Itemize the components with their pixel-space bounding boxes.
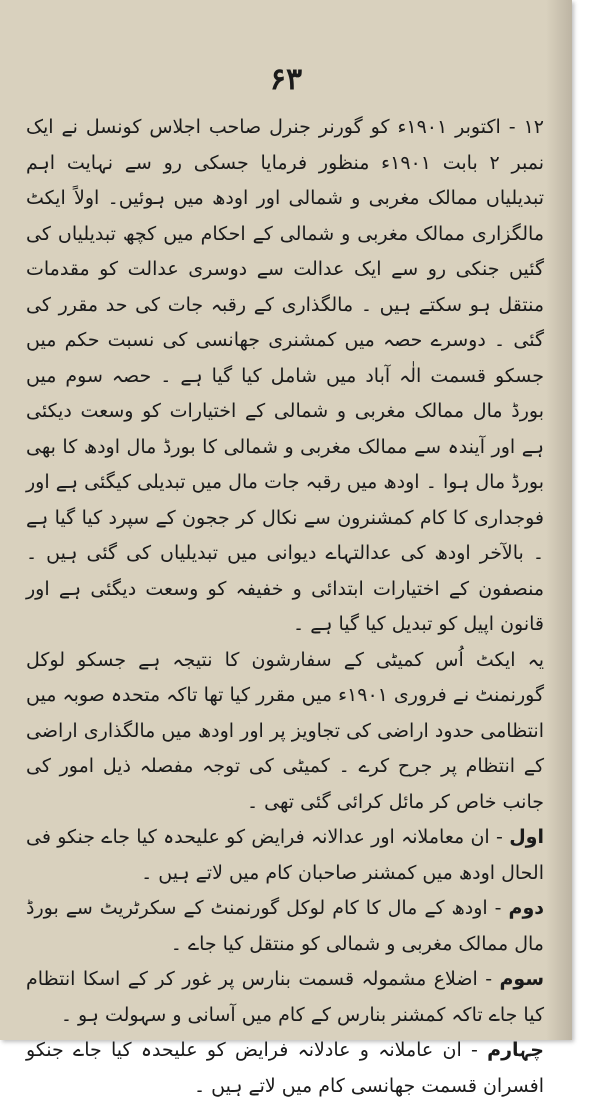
list-item: سوم - اضلاع مشمولہ قسمت بنارس پر غور کر کے اسکا انتظام کیا جاے تاکہ کمشنر بنارس کے کام میں آسانی و سہولت ہو ۔ — [26, 968, 545, 1026]
paragraph-act-summary: ۱۲ - اکتوبر ۱۹۰۱ء کو گورنر جنرل صاحب اجلاس کونسل نے ایک نمبر ۲ بابت ۱۹۰۱ء منظور فرمایا جسکی رو سے نہایت اہم تبدیلیاں ممالک مغربی و شمالی اور اودھ میں ہوئیں۔ اولاً ایکٹ مالگزاری ممالک مغربی و شمالی کے احکام میں کچھ تبدیلیاں کی گئیں جنکی رو سے ایک عدالت سے دوسری عدالت کو مقدمات منتقل ہو سکتے ہیں ۔ مالگذاری کے رقبہ جات کی حد مقرر کی گئی ۔ دوسرے حصہ میں کمشنری جھانسی کی نسبت حکم میں جسکو قسمت الٰہ آباد میں شامل کیا گیا ہے ۔ حصہ سوم میں بورڈ مال ممالک مغربی و شمالی کے اختیارات کو وسعت دیکئی ہے اور آیندہ سے ممالک مغربی و شمالی کا بورڈ مال اودھ کا بھی بورڈ مال ہوا ۔ اودھ میں رقبہ جات مال میں تبدیلی کیگئی ہے اور فوجداری کا کام کمشنرون سے نکال کر ججون کے سپرد کیا گیا ہے ۔ بالآخر اودھ کی عدالتہاے دیوانی میں تبدیلیاں کی گئی ہیں ۔ منصفون کے اختیارات ابتدائی و خفیفہ کو وسعت دیگئی ہے اور قانون اپیل کو تبدیل کیا گیا ہے ۔ — [26, 116, 544, 635]
list-item-text: ان عاملانہ و عادلانہ فرایض کو علیحدہ کیا جاے جنکو افسران قسمت جھانسی کام میں لاتے ہیں ۔ — [26, 1039, 544, 1097]
body-text — [26, 110, 544, 1104]
list-item-text: اضلاع مشمولہ قسمت بنارس پر غور کر کے اسکا انتظام کیا جاے تاکہ کمشنر بنارس کے کام میں آسانی و سہولت ہو ۔ — [26, 968, 544, 1026]
list-item-label: دوم — [508, 897, 545, 919]
page-edge-shadow — [546, 0, 572, 1040]
list-item-text: اودھ کے مال کا کام لوکل گورنمنٹ کے سکرٹریٹ سے بورڈ مال ممالک مغربی و شمالی کو منتقل کیا جاے ۔ — [26, 897, 544, 955]
paragraph-committee: یہ ایکٹ اُس کمیٹی کے سفارشون کا نتیجہ ہے جسکو لوکل گورنمنٹ نے فروری ۱۹۰۱ء میں مقرر کیا تھا تاکہ متحدہ صوبہ میں انتظامی حدود اراضی کی تجاویز پر اور اودھ میں مالگذاری اراضی کے انتظام پر جرح کرے ۔ کمیٹی کی توجہ مفصلہ ذیل امور کی جانب خاص کر مائل کرائی گئی تھی ۔ — [26, 648, 544, 813]
list-item-label: اول — [509, 826, 544, 848]
page-number: ۶۳ — [269, 62, 303, 97]
list-item-label: سوم — [499, 968, 545, 990]
list-item: چہارم - ان عاملانہ و عادلانہ فرایض کو علیحدہ کیا جاے جنکو افسران قسمت جھانسی کام میں لاتے ہیں ۔ — [26, 1039, 544, 1097]
list-item-text: ان معاملانہ اور عدالانہ فرایض کو علیحدہ کیا جاے جنکو فی الحال اودھ میں کمشنر صاحبان کام میں لاتے ہیں ۔ — [26, 826, 544, 884]
list-item: دوم - اودھ کے مال کا کام لوکل گورنمنٹ کے سکرٹریٹ سے بورڈ مال ممالک مغربی و شمالی کو منتقل کیا جاے ۔ — [26, 897, 545, 955]
list-item-label: چہارم — [487, 1039, 544, 1061]
list-item: اول - ان معاملانہ اور عدالانہ فرایض کو علیحدہ کیا جاے جنکو فی الحال اودھ میں کمشنر صاحبان کام میں لاتے ہیں ۔ — [26, 826, 544, 884]
